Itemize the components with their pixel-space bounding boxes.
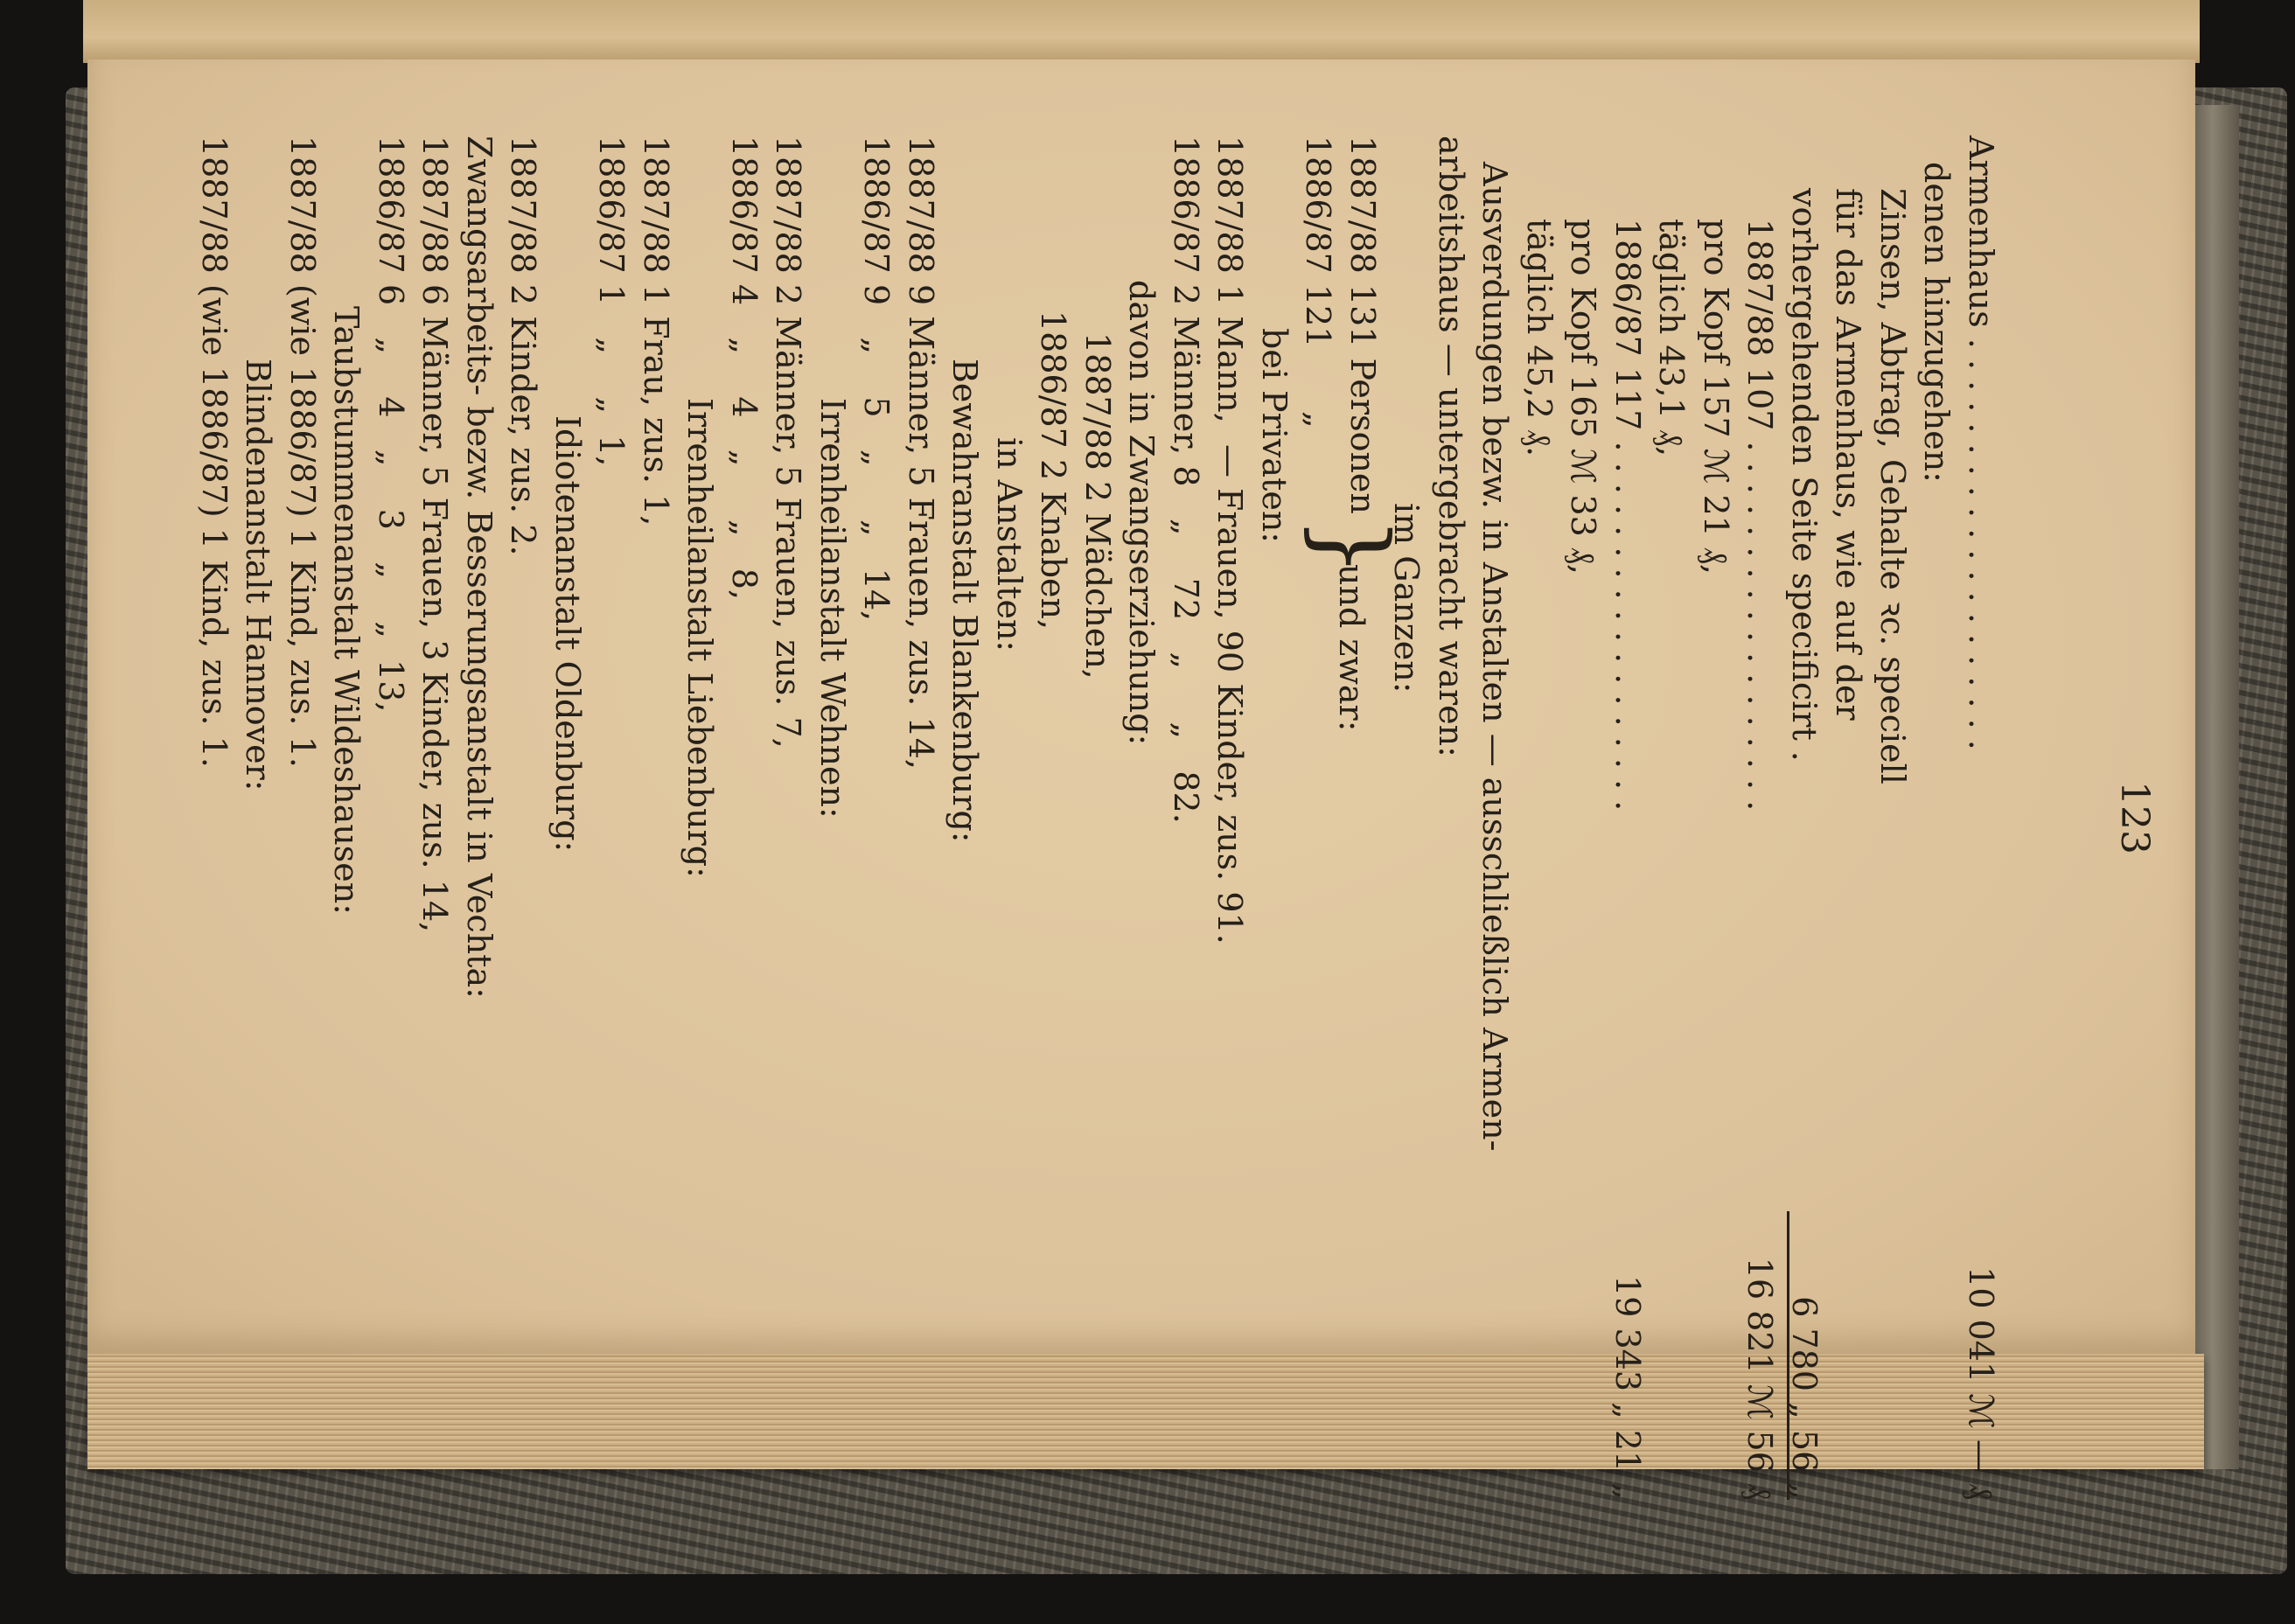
text-line: 1887/88 107 . . . . . . . . . . . . . . . . . . (1740, 219, 1780, 812)
amount-value: 16 821 ℳ 56 ₰ (1740, 1257, 1780, 1500)
sum-rule (1787, 1211, 1789, 1500)
text-line: pro Kopf 165 ℳ 33 ₰, (1564, 219, 1603, 575)
text-line: 1886/87 1 „ „ 1, (592, 136, 631, 467)
text-line: Armenhaus . . . . . . . . . . . . . . . . . . . . (1962, 136, 2000, 750)
page-text (0, 136, 2157, 1500)
cover-spine-edge (2195, 105, 2239, 1469)
page-number: 123 (2112, 781, 2157, 854)
text-line: 1886/87 9 „ 5 „ „ 14, (857, 136, 896, 622)
text-line: 1886/87 4 „ 4 „ „ 8, (725, 136, 764, 601)
amount-value: 10 041 ℳ — ₰ (1962, 1266, 2000, 1500)
text-line: denen hinzugehen: (1917, 162, 1957, 483)
text-line: 1887/88 (wie 1886/87) 1 Kind, zus. 1. (283, 136, 322, 768)
text-line: 1886/87 6 „ 4 „ 3 „ „ 13, (372, 136, 410, 713)
text-line: vorhergehenden Seite specificirt . (1785, 188, 1824, 762)
text-line: 1887/88 1 Mann, — Frauen, 90 Kinder, zus. 91. (1210, 136, 1250, 944)
amount-value: 6 780 „ 56 „ (1785, 1296, 1824, 1500)
text-line: Irrenheilanstalt Liebenburg: (680, 398, 720, 878)
text-line: 1887/88 2 Männer, 5 Frauen, zus. 7, (769, 136, 808, 749)
text-line: Bewahranstalt Blankenburg: (945, 359, 985, 843)
text-line: 1887/88 2 Mädchen, (1078, 332, 1117, 680)
text-line: 1886/87 117 . . . . . . . . . . . . . . . . . . (1608, 219, 1647, 812)
facing-page-edge (83, 0, 2200, 63)
text-line: pro Kopf 157 ℳ 21 ₰, (1697, 219, 1735, 575)
text-line: in Anstalten: (990, 437, 1029, 652)
curly-brace: } (1297, 516, 1409, 577)
text-line: 1887/88 6 Männer, 5 Frauen, 3 Kinder, zus. 14, (415, 136, 455, 933)
text-line: bei Privaten: (1255, 328, 1294, 544)
text-line: Taubstummenanstalt Wildeshausen: (327, 306, 366, 916)
text-line: 1886/87 2 Männer, 8 „ 72 „ „ 82. (1167, 136, 1205, 824)
text-line: für das Armenhaus, wie auf der (1829, 188, 1868, 721)
text-line: 1887/88 1 Frau, zus. 1, (637, 136, 675, 526)
text-line: Idiotenanstalt Oldenburg: (548, 415, 587, 853)
text-line: 1887/88 2 Kinder, zus. 2. (504, 136, 543, 556)
text-line: 1887/88 9 Männer, 5 Frauen, zus. 14, (902, 136, 940, 770)
text-line: Zwangsarbeits- bezw. Besserungsanstalt in Vechta: (460, 136, 499, 999)
text-line: täglich 45,2 ₰. (1520, 219, 1559, 457)
text-line: davon in Zwangserziehung: (1122, 280, 1161, 746)
text-line: Ausverdungen bezw. in Anstalten — ausschließlich Armen- (1475, 162, 1515, 1152)
text-line: arbeitshaus — untergebracht waren: (1432, 136, 1470, 757)
brace-label: und zwar: (1332, 564, 1371, 732)
text-line: 1887/88 (wie 1886/87) 1 Kind, zus. 1. (195, 136, 234, 768)
text-line: 1886/87 121 „ (1299, 136, 1338, 429)
text-line: im Ganzen: (1387, 503, 1427, 694)
text-line: 1887/88 131 Personen (1343, 136, 1382, 514)
text-line: Irrenheilanstalt Wehnen: (813, 398, 852, 819)
text-line: Blindenanstalt Hannover: (239, 359, 278, 791)
text-line: Zinsen, Abtrag, Gehalte ꝛc. speciell (1873, 188, 1912, 784)
text-line: täglich 43,1 ₰, (1652, 219, 1692, 457)
amount-value: 19 343 „ 21 „ (1608, 1275, 1647, 1500)
text-line: 1886/87 2 Knaben, (1034, 310, 1073, 631)
